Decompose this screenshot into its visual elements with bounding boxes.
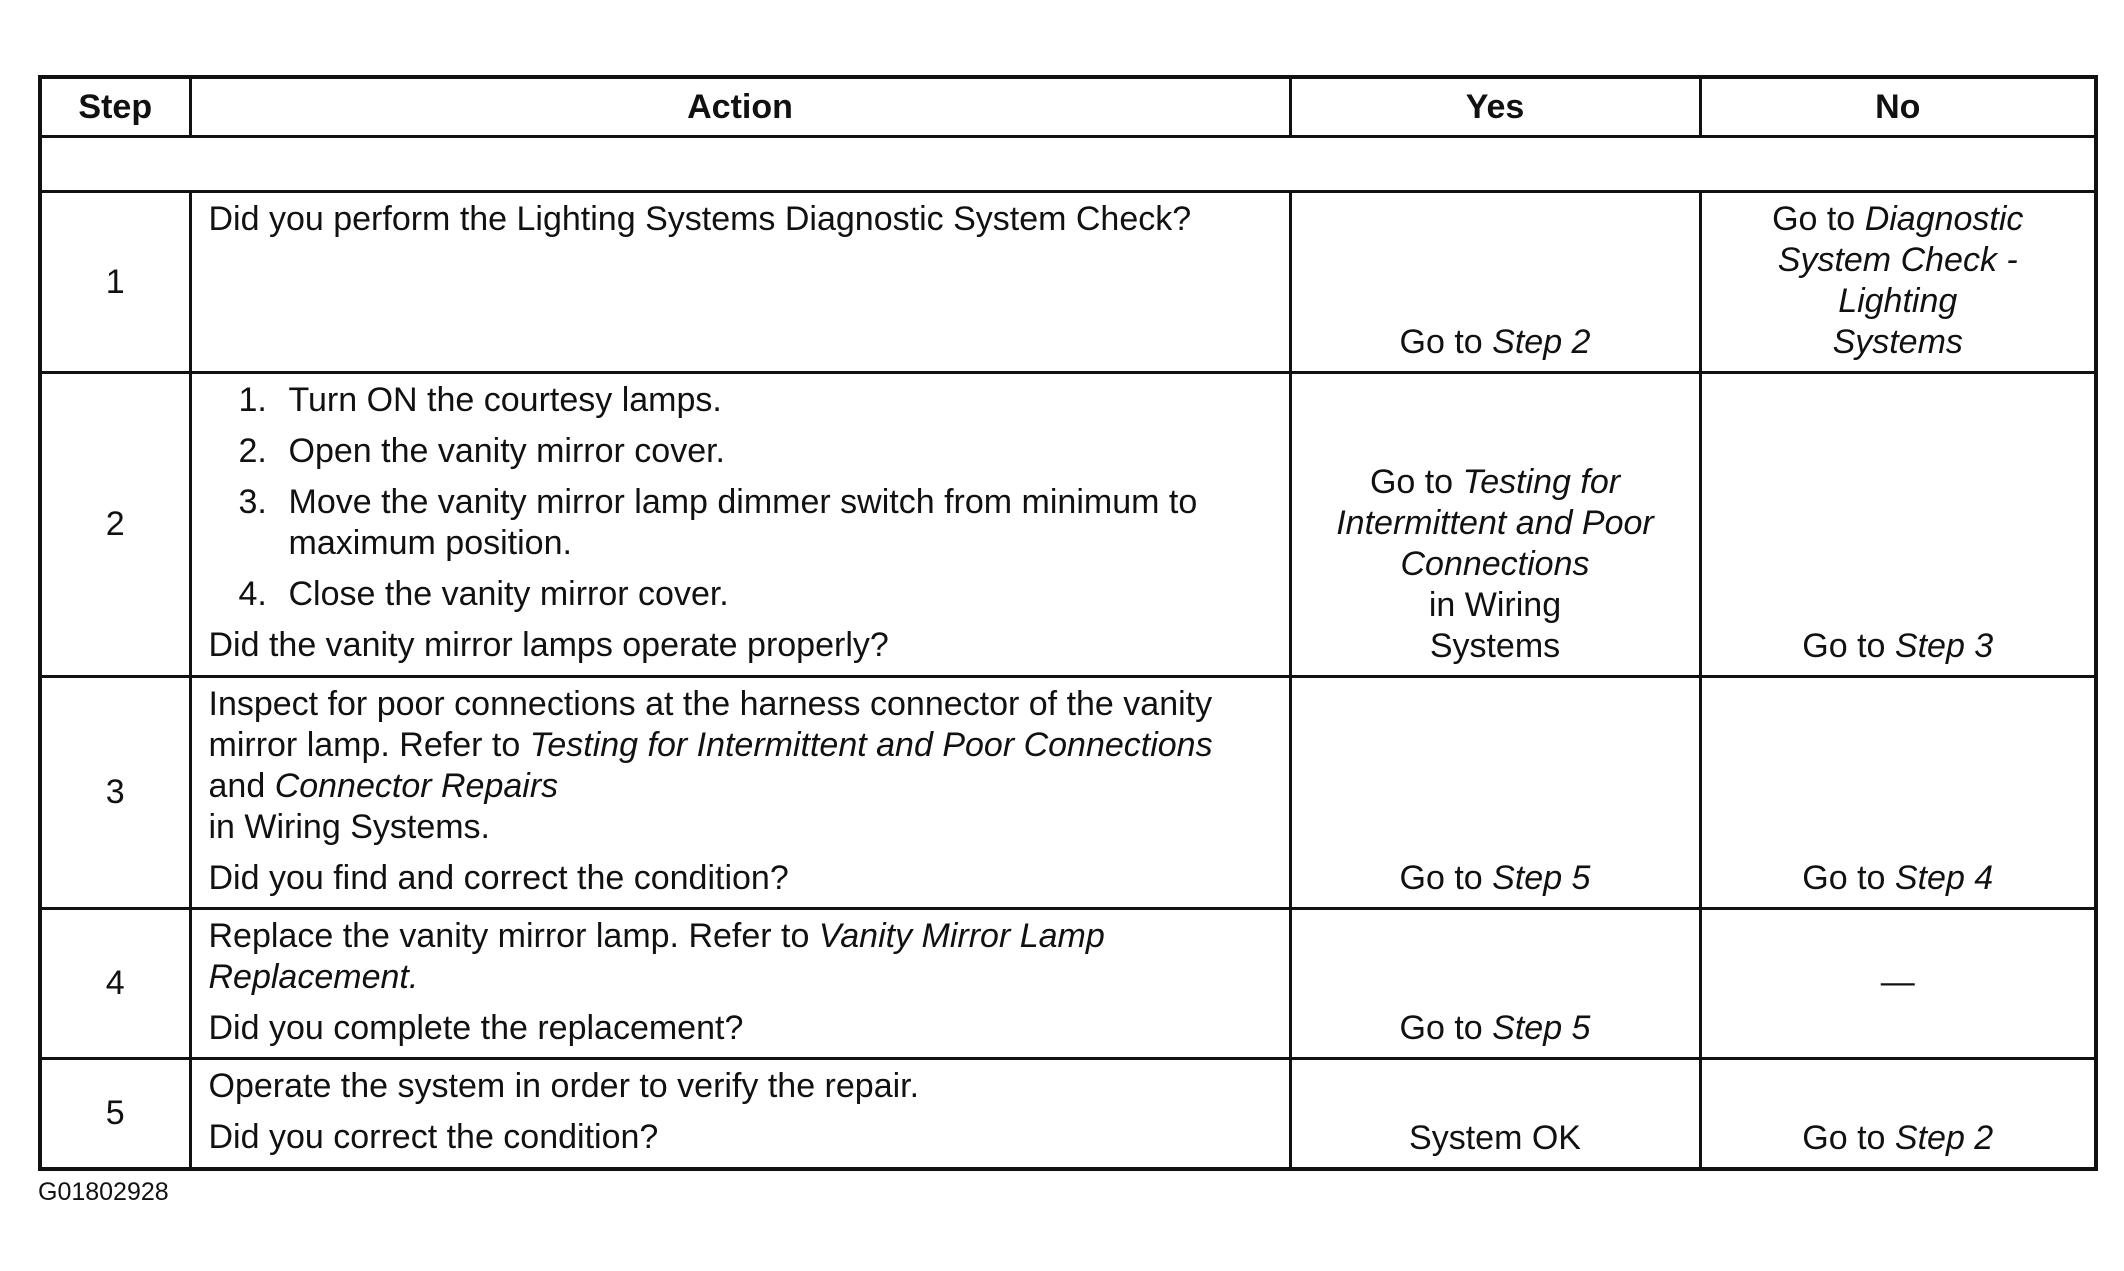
procedure-link: Connector Repairs [274, 767, 559, 805]
table-row [40, 192, 2096, 373]
question-text: Did you correct the condition? [208, 1118, 659, 1156]
list-item: 1. Turn ON the courtesy lamps. [238, 381, 722, 419]
action-cell [190, 677, 1290, 909]
action-text: Inspect for poor connections at the harness connector of the vanity mirror lamp. Refer to Testing for Intermittent and Poor Connections and Connector Repairs in Wiring Systems. [208, 685, 1213, 846]
yes-cell: Go to Testing for Intermittent and Poor Connections in Wiring Systems [1290, 373, 1700, 677]
question-text: Did you complete the replacement? [208, 1009, 744, 1047]
step-link: Step 5 [1492, 1009, 1591, 1047]
yes-cell: Go to Step 2 [1290, 192, 1700, 373]
table-row [40, 677, 2096, 909]
step-link: Step 2 [1492, 323, 1591, 361]
step-number: 4 [40, 909, 190, 1059]
table-row [40, 1059, 2096, 1169]
question-text: Did the vanity mirror lamps operate properly? [208, 626, 889, 664]
no-cell: Go to Step 2 [1700, 1059, 2096, 1169]
step-number: 1 [40, 192, 190, 373]
action-text: Did you perform the Lighting Systems Diagnostic System Check? [208, 200, 1192, 238]
yes-cell: Go to Step 5 [1290, 677, 1700, 909]
header-row [40, 77, 2096, 137]
header-yes: Yes [1290, 77, 1700, 137]
no-cell: Go to Diagnostic System Check - Lighting Systems [1700, 192, 2096, 373]
action-text: Replace the vanity mirror lamp. Refer to Vanity Mirror Lamp Replacement. [208, 917, 1105, 996]
action-cell [190, 909, 1290, 1059]
no-cell: Go to Step 3 [1700, 373, 2096, 677]
header-action: Action [190, 77, 1290, 137]
step-number: 5 [40, 1059, 190, 1169]
step-link: Step 4 [1894, 859, 1994, 897]
step-number: 3 [40, 677, 190, 909]
yes-cell: Go to Step 5 [1290, 909, 1700, 1059]
no-cell: — [1700, 909, 2096, 1059]
table-row [40, 373, 2096, 677]
header-step: Step [40, 77, 190, 137]
procedure-link: Testing for Intermittent and Poor Connections [1336, 463, 1654, 583]
table-row [40, 909, 2096, 1059]
action-cell [190, 1059, 1290, 1169]
diagnostic-table [38, 75, 2098, 1171]
action-text: Operate the system in order to verify the repair. [208, 1067, 920, 1105]
spacer-row [40, 137, 2096, 192]
procedure-link: Diagnostic System Check - Lighting Systems [1777, 200, 2024, 361]
action-cell [190, 373, 1290, 677]
figure-id: G01802928 [38, 1178, 169, 1206]
list-item: 3. Move the vanity mirror lamp dimmer switch from minimum to maximum position. [238, 483, 1198, 562]
procedure-link: Vanity Mirror Lamp Replacement. [208, 917, 1105, 996]
step-link: Step 3 [1894, 627, 1994, 665]
step-link: Step 2 [1894, 1118, 1994, 1157]
substep-list [209, 380, 1269, 615]
list-item: 2. Open the vanity mirror cover. [238, 432, 726, 470]
yes-cell: System OK [1290, 1059, 1700, 1169]
step-number: 2 [40, 373, 190, 677]
list-item: 4. Close the vanity mirror cover. [238, 575, 729, 613]
action-cell [190, 192, 1290, 373]
question-text: Did you find and correct the condition? [208, 859, 789, 897]
no-cell: Go to Step 4 [1700, 677, 2096, 909]
header-no: No [1700, 77, 2096, 137]
step-link: Step 5 [1492, 859, 1591, 897]
procedure-link: Testing for Intermittent and Poor Connections [529, 726, 1213, 764]
